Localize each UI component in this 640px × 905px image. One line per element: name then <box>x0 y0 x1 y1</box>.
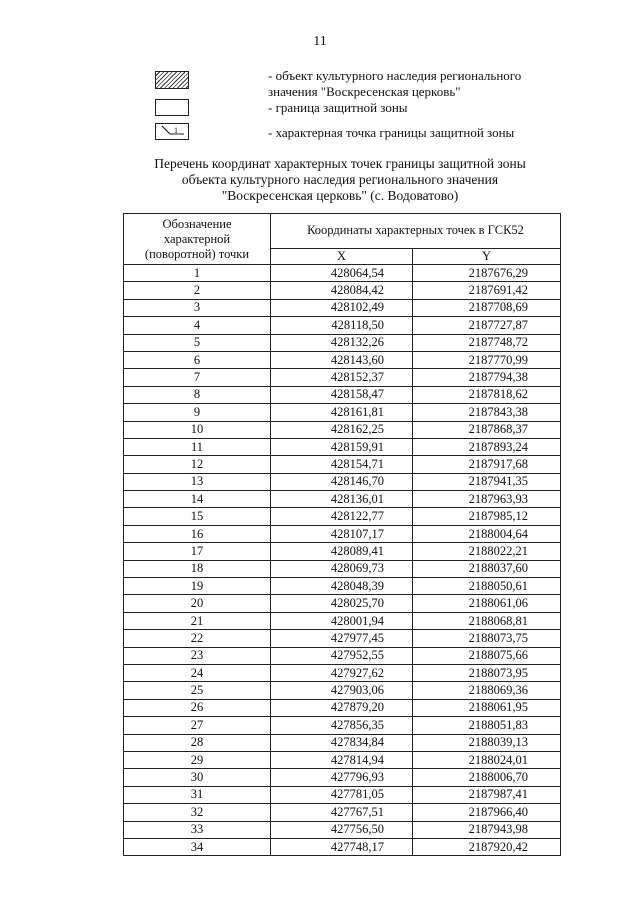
table-row <box>124 769 561 786</box>
point-number-cell: 26 <box>124 699 271 716</box>
x-coordinate-cell: 427879,20 <box>271 699 413 716</box>
point-number-cell: 17 <box>124 543 271 560</box>
x-coordinate-cell: 428146,70 <box>271 473 413 490</box>
table-row <box>124 386 561 403</box>
table-row <box>124 491 561 508</box>
point-number-cell: 24 <box>124 664 271 681</box>
point-number-cell: 33 <box>124 821 271 838</box>
x-coordinate-cell: 428069,73 <box>271 560 413 577</box>
table-row <box>124 699 561 716</box>
y-coordinate-cell: 2187708,69 <box>413 299 561 316</box>
table-row <box>124 525 561 542</box>
table-row <box>124 595 561 612</box>
heading-line-2: объекта культурного наследия регионального значения <box>181 172 499 187</box>
x-coordinate-cell: 428154,71 <box>271 456 413 473</box>
point-number-cell: 27 <box>124 717 271 734</box>
x-coordinate-cell: 427796,93 <box>271 769 413 786</box>
table-row <box>124 317 561 334</box>
y-coordinate-cell: 2187893,24 <box>413 438 561 455</box>
table-row <box>124 838 561 855</box>
point-number-cell: 16 <box>124 525 271 542</box>
x-coordinate-cell: 428102,49 <box>271 299 413 316</box>
point-number-cell: 34 <box>124 838 271 855</box>
y-coordinate-cell: 2187843,38 <box>413 404 561 421</box>
y-coordinate-cell: 2187770,99 <box>413 351 561 368</box>
point-number-cell: 8 <box>124 386 271 403</box>
page-number: 11 <box>313 34 327 49</box>
point-number-cell: 4 <box>124 317 271 334</box>
table-row <box>124 473 561 490</box>
x-coordinate-cell: 427952,55 <box>271 647 413 664</box>
y-coordinate-cell: 2188039,13 <box>413 734 561 751</box>
point-number-cell: 18 <box>124 560 271 577</box>
point-number-cell: 5 <box>124 334 271 351</box>
y-coordinate-cell: 2188051,83 <box>413 717 561 734</box>
table-row <box>124 421 561 438</box>
legend-text-heritage-object: - объект культурного наследия регионального значения "Воскресенская церковь" <box>268 68 522 99</box>
y-coordinate-cell: 2187818,62 <box>413 386 561 403</box>
point-designation-header: Обозначение характерной (поворотной) точки <box>124 214 271 265</box>
boundary-rectangle-icon <box>155 99 189 116</box>
table-row <box>124 351 561 368</box>
table-row <box>124 612 561 629</box>
y-coordinate-cell: 2188037,60 <box>413 560 561 577</box>
y-coordinate-cell: 2187794,38 <box>413 369 561 386</box>
x-coordinate-cell: 428089,41 <box>271 543 413 560</box>
point-number-cell: 29 <box>124 751 271 768</box>
x-coordinate-cell: 427903,06 <box>271 682 413 699</box>
y-coordinate-cell: 2187966,40 <box>413 804 561 821</box>
x-coordinate-cell: 428152,37 <box>271 369 413 386</box>
point-number-cell: 14 <box>124 491 271 508</box>
y-coordinate-cell: 2187943,98 <box>413 821 561 838</box>
y-coordinate-cell: 2188061,06 <box>413 595 561 612</box>
document-heading <box>120 156 560 204</box>
point-number-cell: 31 <box>124 786 271 803</box>
table-row <box>124 786 561 803</box>
x-coordinate-cell: 428161,81 <box>271 404 413 421</box>
point-number-cell: 32 <box>124 804 271 821</box>
point-number-cell: 25 <box>124 682 271 699</box>
table-row <box>124 734 561 751</box>
x-column-header: X <box>271 248 413 264</box>
legend-text-protection-boundary: - граница защитной зоны <box>268 100 408 115</box>
x-coordinate-cell: 428048,39 <box>271 578 413 595</box>
y-coordinate-cell: 2187748,72 <box>413 334 561 351</box>
legend-text-characteristic-point: - характерная точка границы защитной зоны <box>268 125 515 140</box>
y-coordinate-cell: 2188073,75 <box>413 630 561 647</box>
point-number-cell: 7 <box>124 369 271 386</box>
point-marker-icon <box>155 123 189 140</box>
y-coordinate-cell: 2187917,68 <box>413 456 561 473</box>
y-coordinate-cell: 2188022,21 <box>413 543 561 560</box>
hatched-area-icon <box>155 71 189 89</box>
point-number-cell: 2 <box>124 282 271 299</box>
point-number-cell: 11 <box>124 438 271 455</box>
table-row <box>124 456 561 473</box>
point-number-cell: 22 <box>124 630 271 647</box>
x-coordinate-cell: 427756,50 <box>271 821 413 838</box>
point-number-cell: 30 <box>124 769 271 786</box>
x-coordinate-cell: 428162,25 <box>271 421 413 438</box>
x-coordinate-cell: 428064,54 <box>271 265 413 282</box>
point-number-cell: 20 <box>124 595 271 612</box>
x-coordinate-cell: 427856,35 <box>271 717 413 734</box>
y-coordinate-cell: 2188024,01 <box>413 751 561 768</box>
x-coordinate-cell: 428132,26 <box>271 334 413 351</box>
x-coordinate-cell: 428159,91 <box>271 438 413 455</box>
coordinates-header: Координаты характерных точек в ГСК52 <box>271 214 561 249</box>
point-number-cell: 9 <box>124 404 271 421</box>
x-coordinate-cell: 427814,94 <box>271 751 413 768</box>
y-coordinate-cell: 2187987,41 <box>413 786 561 803</box>
table-row <box>124 560 561 577</box>
y-coordinate-cell: 2188004,64 <box>413 525 561 542</box>
point-number-cell: 1 <box>124 265 271 282</box>
x-coordinate-cell: 428001,94 <box>271 612 413 629</box>
x-coordinate-cell: 428158,47 <box>271 386 413 403</box>
table-row <box>124 299 561 316</box>
x-coordinate-cell: 428136,01 <box>271 491 413 508</box>
table-row <box>124 751 561 768</box>
y-coordinate-cell: 2188006,70 <box>413 769 561 786</box>
point-number-cell: 19 <box>124 578 271 595</box>
y-coordinate-cell: 2188073,95 <box>413 664 561 681</box>
point-number-cell: 28 <box>124 734 271 751</box>
x-coordinate-cell: 428122,77 <box>271 508 413 525</box>
y-coordinate-cell: 2188069,36 <box>413 682 561 699</box>
table-row <box>124 265 561 282</box>
y-coordinate-cell: 2188068,81 <box>413 612 561 629</box>
table-row <box>124 630 561 647</box>
heading-line-3: "Воскресенская церковь" (с. Водоватово) <box>221 188 459 203</box>
point-number-cell: 12 <box>124 456 271 473</box>
heading-line-1: Перечень координат характерных точек границы защитной зоны <box>154 156 526 171</box>
point-marker-glyph <box>156 124 188 138</box>
point-number-cell: 21 <box>124 612 271 629</box>
table-row <box>124 438 561 455</box>
y-coordinate-cell: 2188075,66 <box>413 647 561 664</box>
point-number-cell: 10 <box>124 421 271 438</box>
table-row <box>124 647 561 664</box>
table-row <box>124 508 561 525</box>
y-coordinate-cell: 2187920,42 <box>413 838 561 855</box>
y-coordinate-cell: 2187985,12 <box>413 508 561 525</box>
y-column-header: Y <box>413 248 561 264</box>
table-row <box>124 717 561 734</box>
x-coordinate-cell: 427834,84 <box>271 734 413 751</box>
x-coordinate-cell: 427748,17 <box>271 838 413 855</box>
table-row <box>124 682 561 699</box>
y-coordinate-cell: 2188061,95 <box>413 699 561 716</box>
table-row <box>124 334 561 351</box>
y-coordinate-cell: 2187941,35 <box>413 473 561 490</box>
point-number-cell: 6 <box>124 351 271 368</box>
y-coordinate-cell: 2188050,61 <box>413 578 561 595</box>
x-coordinate-cell: 428107,17 <box>271 525 413 542</box>
point-marker-label: 1 <box>174 126 178 135</box>
table-row <box>124 821 561 838</box>
coordinates-table <box>123 213 561 856</box>
point-number-cell: 23 <box>124 647 271 664</box>
x-coordinate-cell: 427977,45 <box>271 630 413 647</box>
point-number-cell: 15 <box>124 508 271 525</box>
table-row <box>124 369 561 386</box>
x-coordinate-cell: 428084,42 <box>271 282 413 299</box>
x-coordinate-cell: 427781,05 <box>271 786 413 803</box>
x-coordinate-cell: 427927,62 <box>271 664 413 681</box>
table-row <box>124 543 561 560</box>
table-row <box>124 404 561 421</box>
y-coordinate-cell: 2187691,42 <box>413 282 561 299</box>
x-coordinate-cell: 427767,51 <box>271 804 413 821</box>
x-coordinate-cell: 428118,50 <box>271 317 413 334</box>
coordinates-table-body <box>124 265 561 856</box>
table-row <box>124 282 561 299</box>
x-coordinate-cell: 428143,60 <box>271 351 413 368</box>
y-coordinate-cell: 2187963,93 <box>413 491 561 508</box>
table-row <box>124 804 561 821</box>
point-number-cell: 13 <box>124 473 271 490</box>
y-coordinate-cell: 2187727,87 <box>413 317 561 334</box>
table-row <box>124 664 561 681</box>
y-coordinate-cell: 2187868,37 <box>413 421 561 438</box>
y-coordinate-cell: 2187676,29 <box>413 265 561 282</box>
point-number-cell: 3 <box>124 299 271 316</box>
table-row <box>124 578 561 595</box>
x-coordinate-cell: 428025,70 <box>271 595 413 612</box>
